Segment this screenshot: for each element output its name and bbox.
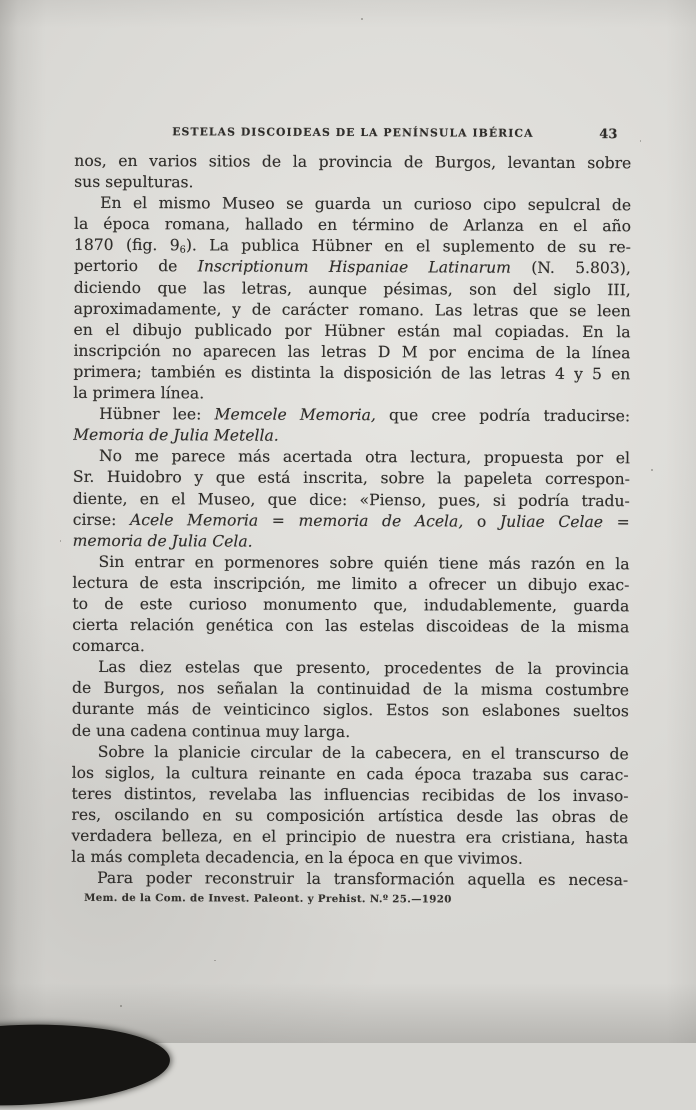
italic-run: Inscriptionum Hispaniae Latinarum xyxy=(197,257,512,278)
text-run: en el dibujo publicado por Hübner están mal copiadas. En la xyxy=(73,320,631,341)
text-run: sus sepulturas. xyxy=(74,172,194,192)
text-line xyxy=(71,784,628,808)
text-line xyxy=(72,594,629,618)
text-line xyxy=(74,172,631,196)
text-run: primera; también es distinta la disposición de las letras 4 y 5 en xyxy=(73,362,631,384)
italic-run: Memcele Memoria, xyxy=(214,405,376,425)
text-line xyxy=(73,467,630,491)
text-line xyxy=(73,446,630,470)
text-line xyxy=(73,488,630,512)
text-run: durante más de veinticinco siglos. Estos son eslabones sueltos xyxy=(71,700,629,721)
page-number: 43 xyxy=(599,127,618,143)
text-run: cirse: xyxy=(72,510,131,529)
running-title: ESTELAS DISCOIDEAS DE LA PENÍNSULA IBÉRICA xyxy=(172,125,534,140)
text-line xyxy=(72,615,629,639)
text-run: lectura de esta inscripción, me limito a ofrecer un dibujo exac- xyxy=(72,573,630,595)
text-block xyxy=(71,151,631,892)
text-run: pertorio de xyxy=(73,257,198,276)
text-line xyxy=(74,277,631,301)
text-line xyxy=(72,699,629,723)
text-line xyxy=(72,552,629,576)
text-line xyxy=(72,763,629,787)
text-run: la más completa decadencia, en la época en que vivimos. xyxy=(71,847,523,868)
subscript-run: 6 xyxy=(179,245,186,257)
text-run: de Burgos, nos señalan la continuidad de la misma costumbre xyxy=(71,679,630,700)
text-line xyxy=(74,214,631,238)
text-run: Las diez estelas que presento, procedentes de la provincia xyxy=(98,658,630,679)
text-line xyxy=(74,298,631,322)
text-line xyxy=(73,404,630,428)
text-run: Sin entrar en pormenores sobre quién tiene más razón en la xyxy=(98,552,630,574)
text-run: la primera línea. xyxy=(73,383,205,403)
text-line xyxy=(74,235,631,259)
italic-run: Juliae Celae = xyxy=(499,512,630,531)
text-run: nos, en varios sitios de la provincia de Burgos, levantan sobre xyxy=(74,151,632,173)
text-run: to de este curioso monumento que, indudablemente, guarda xyxy=(72,594,630,616)
text-line xyxy=(74,193,631,217)
text-run: Sr. Huidobro y que está inscrita, sobre la papeleta correspon- xyxy=(72,468,630,489)
text-line xyxy=(74,256,631,280)
text-line xyxy=(73,530,630,554)
text-run: ). La publica Hübner en el suplemento de su re- xyxy=(185,236,631,257)
text-run: o xyxy=(463,512,500,531)
text-line xyxy=(71,826,628,850)
text-run: verdadera belleza, en el principio de nuestra era cristiana, hasta xyxy=(71,826,629,848)
text-run: En el mismo Museo se guarda un curioso cipo sepulcral de xyxy=(100,194,632,215)
text-line xyxy=(72,573,629,597)
text-run: cierta relación genética con las estelas discoideas de la misma xyxy=(72,615,630,637)
text-run: inscripción no aparecen las letras D M por encima de la línea xyxy=(73,341,631,363)
text-line xyxy=(73,425,630,449)
text-line xyxy=(72,720,629,744)
text-line xyxy=(74,320,631,344)
text-line xyxy=(73,383,630,407)
text-run: diente, en el Museo, que dice: «Pienso, pues, si podría tradu- xyxy=(72,489,630,510)
text-line xyxy=(71,805,628,829)
text-line xyxy=(72,741,629,765)
text-line xyxy=(72,657,629,681)
text-line xyxy=(72,636,629,660)
text-line xyxy=(72,678,629,702)
text-run: (N. 5.803), xyxy=(510,259,631,278)
text-line xyxy=(71,868,628,892)
text-run: Sobre la planicie circular de la cabecera, en el transcurso de xyxy=(97,742,629,763)
text-run: diciendo que las letras, aunque pésimas, son del siglo III, xyxy=(73,278,631,299)
text-line xyxy=(73,362,630,386)
text-run: Hübner lee: xyxy=(99,405,215,424)
text-line xyxy=(73,341,630,365)
text-line xyxy=(73,509,630,533)
text-run: 1870 (fig. 9 xyxy=(73,236,180,255)
italic-run: memoria de Julia Cela. xyxy=(72,531,253,551)
text-run: de una cadena continua muy larga. xyxy=(71,721,351,741)
text-run: Para poder reconstruir la transformación aquella es necesa- xyxy=(97,869,629,890)
text-line xyxy=(74,151,631,175)
text-run: No me parece más acertada otra lectura, propuesta por el xyxy=(98,447,631,468)
footer-imprint: Mem. de la Com. de Invest. Paleont. y Prehist. N.º 25.—1920 xyxy=(84,891,452,906)
text-run: la época romana, hallado en término de Arlanza en el año xyxy=(73,215,632,236)
text-line xyxy=(71,847,628,871)
running-header xyxy=(74,125,631,145)
italic-run: Memoria de Julia Metella. xyxy=(73,426,279,445)
text-run: que cree podría traducirse: xyxy=(375,406,631,426)
text-run: res, oscilando en su composición artística desde las obras de xyxy=(71,805,629,827)
text-run: teres distintos, revelaba las influencias recibidas de los invaso- xyxy=(71,784,629,806)
text-run: los siglos, la cultura reinante en cada época trazaba sus carac- xyxy=(71,763,629,784)
text-run: comarca. xyxy=(72,636,145,656)
text-run: aproximadamente, y de carácter romano. Las letras que se leen xyxy=(73,299,631,320)
italic-run: Acele Memoria = memoria de Acela, xyxy=(129,510,464,531)
